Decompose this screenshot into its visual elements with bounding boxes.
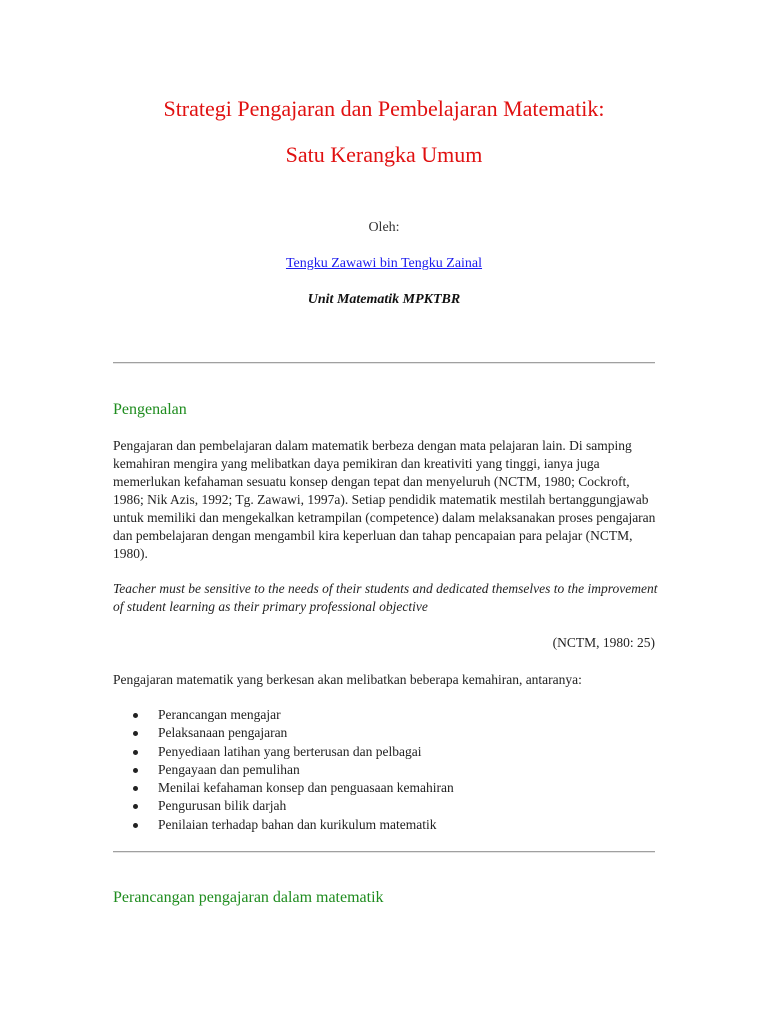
list-item (113, 797, 454, 815)
horizontal-divider (113, 851, 655, 853)
author-link[interactable]: Tengku Zawawi bin Tengku Zainal (285, 256, 483, 271)
skills-list (113, 706, 454, 834)
list-item (113, 779, 454, 797)
unit-name: Unit Matematik MPKTBR (307, 292, 461, 307)
bullet-icon (133, 750, 138, 755)
document-title-line-1: Strategi Pengajaran dan Pembelajaran Matematik: (163, 96, 605, 121)
list-item-text: Penyediaan latihan yang berterusan dan pelbagai (158, 743, 422, 759)
list-item-text: Pengurusan bilik darjah (158, 798, 287, 814)
list-item-text: Perancangan mengajar (158, 707, 281, 722)
list-item (113, 724, 454, 742)
horizontal-divider (113, 362, 655, 364)
list-item-text: Penilaian terhadap bahan dan kurikulum matematik (158, 816, 437, 832)
document-title-line-2: Satu Kerangka Umum (285, 142, 483, 167)
list-item-text: Pengayaan dan pemulihan (158, 761, 300, 777)
list-item (113, 706, 454, 724)
byline-label: Oleh: (368, 220, 400, 235)
bullet-icon (133, 731, 138, 736)
quote-citation: (NCTM, 1980: 25) (552, 635, 655, 650)
list-item (113, 743, 454, 761)
list-item (113, 761, 454, 779)
bullet-icon (133, 713, 138, 718)
list-item (113, 816, 454, 834)
block-quote: Teacher must be sensitive to the needs of their students and dedicated themselves to the improvement of student learning as their primary professional objective (113, 581, 658, 614)
section-heading-pengenalan: Pengenalan (113, 401, 187, 418)
list-item-text: Pelaksanaan pengajaran (158, 725, 288, 741)
intro-paragraph: Pengajaran dan pembelajaran dalam matematik berbeza dengan mata pelajaran lain. Di samping kemahiran mengira yang melibatkan daya pemikiran dan kreativiti yang tinggi, ianya juga memerlukan kefahaman sesuatu konsep dengan tepat dan menyeluruh (NCTM, 1980; Cockroft, 1986; Nik Azis, 1992; Tg. Zawawi, 1997a). Setiap pendidik matematik mestilah bertanggungjawab untuk memiliki dan mengekalkan ketrampilan (competence) dalam melaksanakan proses pengajaran dan pembelajaran dengan mengambil kira keperluan dan tahap pencapaian para pelajar (NCTM, 1980). (113, 438, 656, 561)
bullet-icon (133, 823, 138, 828)
section-heading-perancangan: Perancangan pengajaran dalam matematik (113, 889, 384, 906)
bullet-icon (133, 804, 138, 809)
bullet-icon (133, 768, 138, 773)
bullet-icon (133, 786, 138, 791)
list-item-text: Menilai kefahaman konsep dan penguasaan kemahiran (158, 780, 454, 796)
list-intro-text: Pengajaran matematik yang berkesan akan melibatkan beberapa kemahiran, antaranya: (113, 672, 582, 687)
